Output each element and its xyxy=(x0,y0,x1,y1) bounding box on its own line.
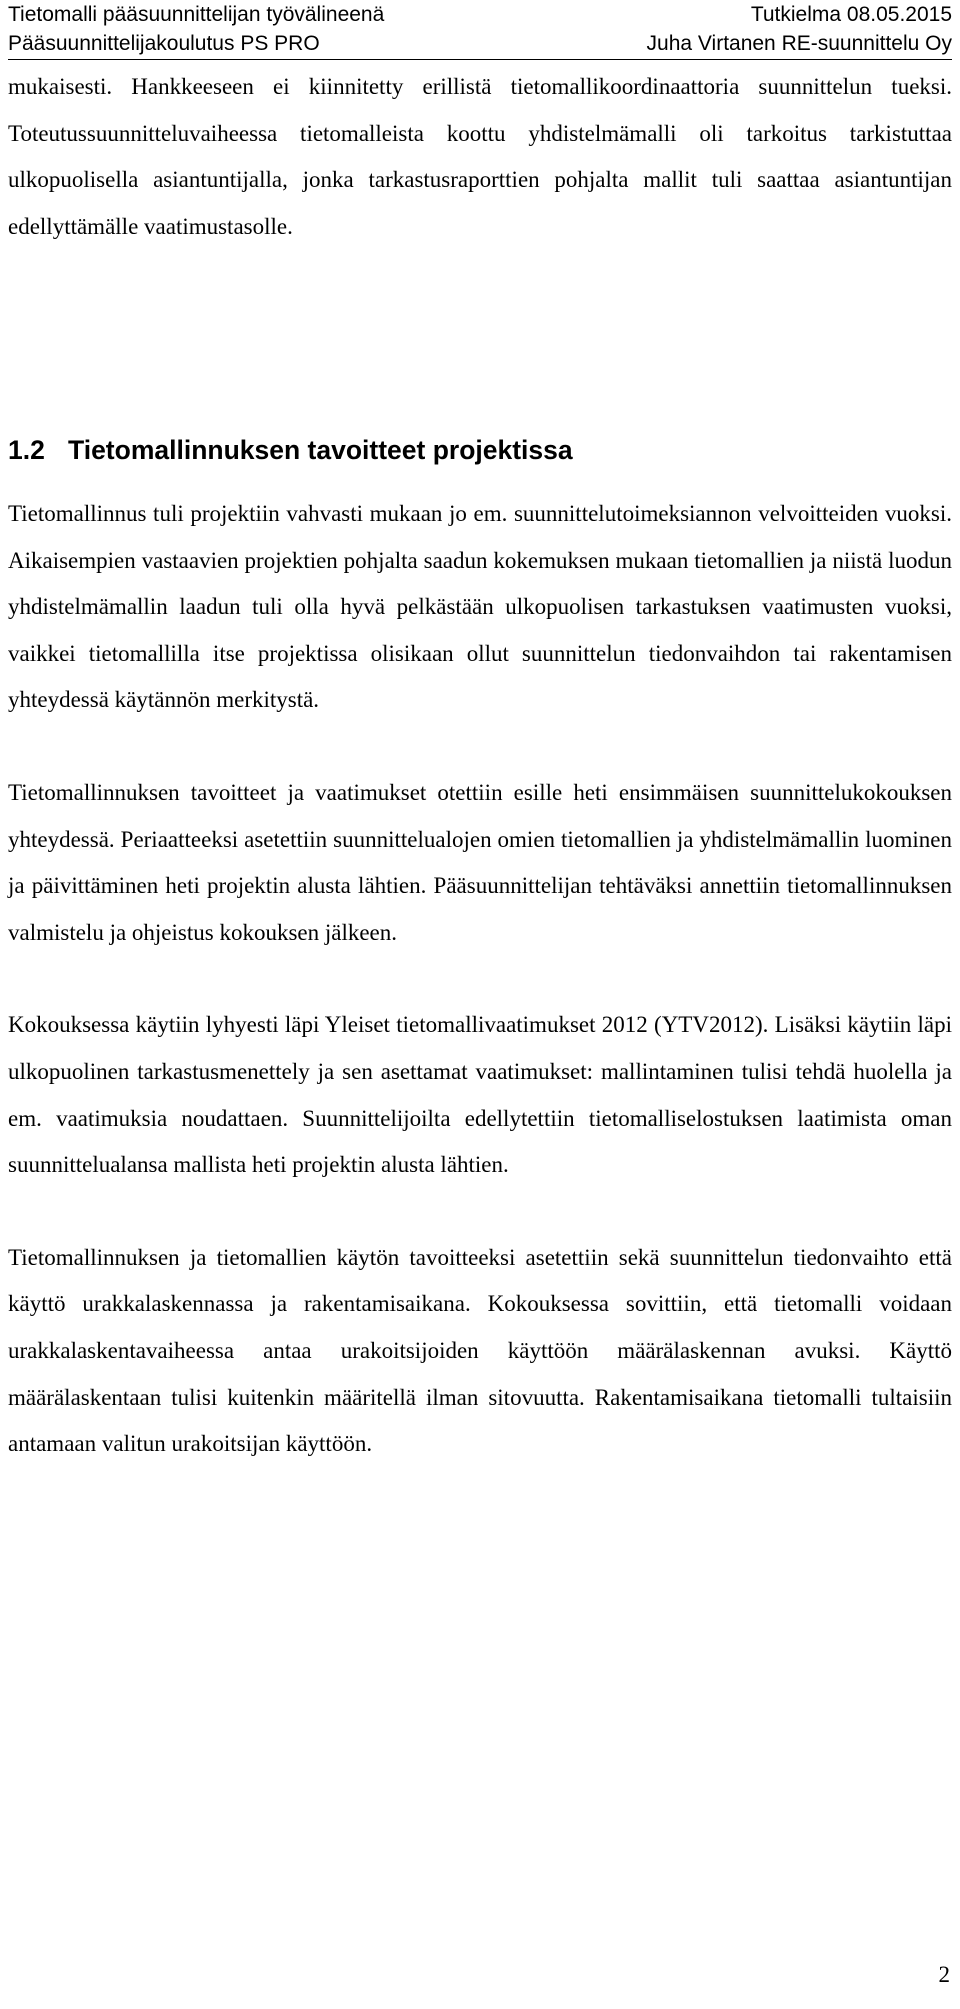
header-course-name: Pääsuunnittelijakoulutus PS PRO xyxy=(8,32,320,55)
header-document-title: Tietomalli pääsuunnittelijan työvälineenä xyxy=(8,3,385,26)
paragraph-spacer xyxy=(8,956,952,1002)
section-body xyxy=(8,491,952,1468)
section-number: 1.2 xyxy=(8,435,45,465)
page-number: 2 xyxy=(938,1962,950,1987)
page-header xyxy=(8,0,952,58)
header-document-type-date: Tutkielma 08.05.2015 xyxy=(750,3,952,26)
paragraph-spacer xyxy=(8,724,952,770)
intro-section xyxy=(8,64,952,250)
header-divider xyxy=(8,59,952,60)
header-author: Juha Virtanen RE-suunnittelu Oy xyxy=(646,32,952,55)
intro-paragraph: mukaisesti. Hankkeeseen ei kiinnitetty erillistä tietomallikoordinaattoria suunnittelun tueksi. Toteutussuunnitteluvaiheessa tietomalleista koottu yhdistelmämalli oli tarkoitus tarkistuttaa ulkopuolisella asiantuntijalla, jonka tarkastusraporttien pohjalta mallit tuli saattaa asiantuntijan edellyttämälle vaatimustasolle. xyxy=(8,74,952,239)
paragraph-2: Tietomallinnuksen tavoitteet ja vaatimukset otettiin esille heti ensimmäisen suunnittelukokouksen yhteydessä. Periaatteeksi asetettiin suunnittelualojen omien tietomallien ja yhdistelmämallin luominen ja päivittäminen heti projektin alusta lähtien. Pääsuunnittelijan tehtäväksi annettiin tietomallinnuksen valmistelu ja ohjeistus kokouksen jälkeen. xyxy=(8,779,952,945)
section-heading xyxy=(8,432,573,468)
section-title: Tietomallinnuksen tavoitteet projektissa xyxy=(68,435,573,465)
paragraph-1: Tietomallinnus tuli projektiin vahvasti mukaan jo em. suunnittelutoimeksiannon velvoitteiden vuoksi. Aikaisempien vastaavien projektien pohjalta saadun kokemuksen mukaan tietomallien ja niistä luodun yhdistelmämallin laadun tuli olla hyvä pelkästään ulkopuolisen tarkastuksen vaatimusten vuoksi, vaikkei tietomallilla itse projektissa olisikaan ollut suunnittelun tiedonvaihdon tai rakentamisen yhteydessä käytännön merkitystä. xyxy=(8,501,952,713)
header-row-2 xyxy=(8,29,952,58)
paragraph-4: Tietomallinnuksen ja tietomallien käytön tavoitteeksi asetettiin sekä suunnittelun tiedonvaihto että käyttö urakkalaskennassa ja rakentamisaikana. Kokouksessa sovittiin, että tietomalli voidaan urakkalaskentavaiheessa antaa urakoitsijoiden käyttöön määrälaskennan avuksi. Käyttö määrälaskentaan tulisi kuitenkin määritellä ilman sitovuutta. Rakentamisaikana tietomalli tultaisiin antamaan valitun urakoitsijan käyttöön. xyxy=(8,1244,952,1457)
paragraph-3: Kokouksessa käytiin lyhyesti läpi Yleiset tietomallivaatimukset 2012 (YTV2012). Lisäksi käytiin läpi ulkopuolinen tarkastusmenettely ja sen asettamat vaatimukset: mallintaminen tulisi tehdä huolella ja em. vaatimuksia noudattaen. Suunnittelijoilta edellytettiin tietomalliselostuksen laatimista oman suunnittelualansa mallista heti projektin alusta lähtien. xyxy=(8,1012,952,1178)
paragraph-spacer xyxy=(8,1189,952,1235)
header-row-1 xyxy=(8,0,952,29)
